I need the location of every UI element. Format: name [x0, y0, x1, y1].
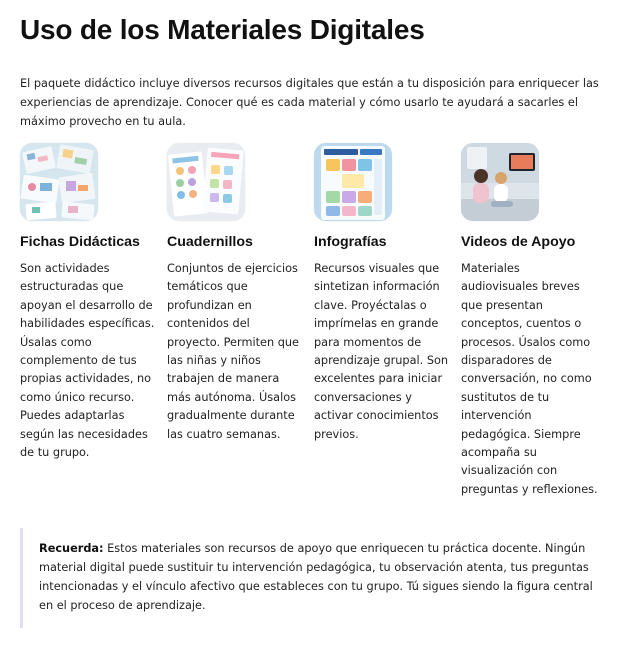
intro-paragraph: El paquete didáctico incluye diversos recursos digitales que están a tu disposición para enriquecer las experiencias de aprendizaje. Conocer qué es cada material y cómo usarlo te ayudará a sacarles el máximo provecho en tu aula.	[20, 77, 599, 128]
material-title: Fichas Didácticas	[20, 234, 140, 250]
cards-photo	[20, 143, 98, 221]
material-title: Infografías	[314, 234, 387, 250]
material-card-fichas	[20, 143, 160, 460]
reminder-body: Estos materiales son recursos de apoyo que enriquecen tu práctica docente. Ningún material digital puede sustituir tu intervención pedagógica, tu observación atenta, tus preguntas intencionadas y el vínculo afectivo que estableces con tu grupo. Tú sigues siendo la figura central en el proceso de aprendizaje.	[39, 542, 593, 612]
material-card-videos	[461, 143, 601, 496]
workbooks-photo	[167, 143, 245, 221]
material-description: Son actividades estructuradas que apoyan el desarrollo de habilidades específicas. Úsalas como complemento de tus propias actividades, no como único recurso. Puedes adaptarlas según las necesidades de tu grupo.	[20, 262, 155, 460]
infographic-photo	[314, 143, 392, 221]
reminder-text	[39, 539, 605, 615]
material-card-cuadernillos	[167, 143, 307, 441]
material-title: Cuadernillos	[167, 234, 253, 250]
material-title: Videos de Apoyo	[461, 234, 576, 250]
material-description: Conjuntos de ejercicios temáticos que profundizan en contenidos del proyecto. Permiten que las niñas y niños trabajen de manera más autónoma. Úsalos gradualmente durante las cuatro semanas.	[167, 262, 300, 441]
material-description: Materiales audiovisuales breves que presentan conceptos, cuentos o procesos. Úsalos como disparadores de conversación, no como sustitutos de tu intervención pedagógica. Siempre acompaña su visualización con preguntas y reflexiones.	[461, 262, 598, 496]
video-photo	[461, 143, 539, 221]
material-description: Recursos visuales que sintetizan información clave. Proyéctalas o imprímelas en grande para momentos de aprendizaje grupal. Son excelentes para iniciar conversaciones y activar conocimientos previos.	[314, 262, 449, 441]
reminder-label: Recuerda:	[39, 542, 104, 555]
reminder-callout	[20, 528, 608, 628]
page-title: Uso de los Materiales Digitales	[20, 14, 425, 45]
material-card-infografias	[314, 143, 454, 441]
